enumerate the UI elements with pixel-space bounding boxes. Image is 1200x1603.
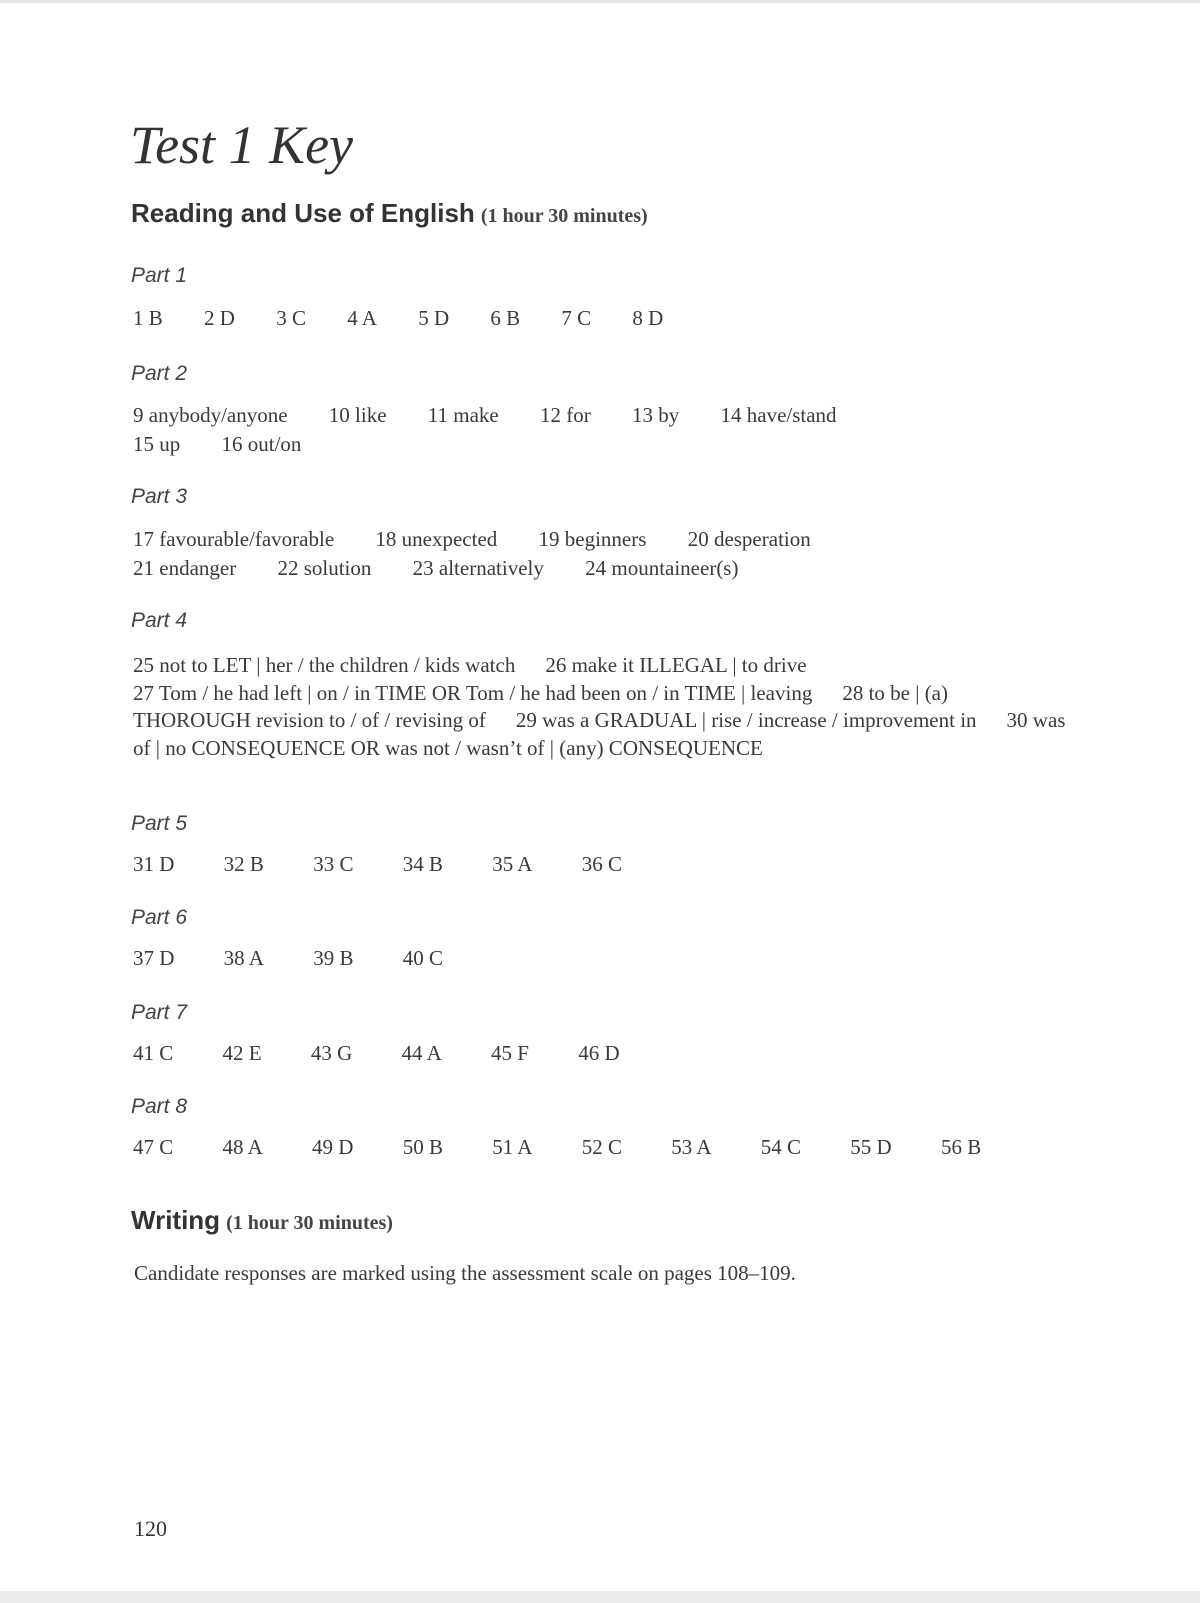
part-1-label: Part 1 (131, 264, 188, 287)
part-1-answers (133, 306, 663, 331)
part-4-label: Part 4 (131, 609, 188, 632)
answer-item: 39 B (313, 946, 354, 970)
answer-item: 15 up (133, 432, 181, 456)
answer-item: 28 to be | (a) THOROUGH revision to / of / revising of (133, 680, 948, 732)
answer-item: 41 C (133, 1041, 174, 1065)
answer-line (133, 430, 837, 459)
answer-item: 37 D (133, 946, 175, 970)
answer-item: 50 B (402, 1135, 443, 1159)
writing-heading-text: Writing (131, 1205, 221, 1235)
answer-item: 38 A (223, 946, 264, 970)
part-8-answers (133, 1135, 981, 1160)
part-3-label: Part 3 (131, 485, 188, 508)
answer-item: 21 endanger (133, 556, 237, 580)
part-8-label: Part 8 (131, 1095, 188, 1118)
answer-item: 11 make (427, 403, 499, 427)
answer-item: 17 favourable/favorable (133, 527, 335, 551)
answer-item: 47 C (133, 1135, 174, 1159)
answer-item: 26 make it ILLEGAL | to drive (545, 653, 807, 677)
answer-item: 36 C (581, 852, 622, 876)
answer-item: 12 for (540, 403, 591, 427)
scan-top-edge (0, 0, 1200, 3)
answer-item: 54 C (760, 1135, 802, 1159)
answer-item: 53 A (671, 1135, 712, 1159)
answer-item: 46 D (578, 1041, 620, 1065)
answer-item: 29 was a GRADUAL | rise / increase / improvement in (515, 708, 977, 732)
answer-item: 48 A (222, 1135, 263, 1159)
part-4-answers (133, 652, 1068, 762)
part-5-answers (133, 852, 622, 877)
answer-item: 6 B (490, 306, 521, 330)
answer-item: 49 D (312, 1135, 354, 1159)
answer-item: 10 like (328, 403, 387, 427)
page-title: Test 1 Key (130, 115, 354, 175)
answer-item: 22 solution (277, 556, 372, 580)
answer-item: 23 alternatively (412, 556, 544, 580)
answer-item: 45 F (491, 1041, 529, 1065)
answer-item: 2 D (204, 306, 235, 330)
answer-item: 20 desperation (687, 527, 811, 551)
answer-item: 52 C (581, 1135, 622, 1159)
answer-item: 51 A (492, 1135, 533, 1159)
writing-section-heading (131, 1205, 393, 1236)
answer-item: 18 unexpected (375, 527, 498, 551)
reading-section-heading (131, 198, 648, 229)
answer-item: 3 C (276, 306, 306, 330)
answer-item: 30 was of | no CONSEQUENCE OR was not / wasn’t of | (any) CONSEQUENCE (133, 708, 1066, 760)
answer-item: 1 B (133, 306, 163, 330)
part-2-answers (133, 401, 837, 459)
writing-duration: (1 hour 30 minutes) (226, 1212, 393, 1234)
answer-item: 5 D (418, 306, 450, 330)
answer-item: 42 E (222, 1041, 262, 1065)
answer-item: 35 A (492, 852, 533, 876)
answer-item: 31 D (133, 852, 175, 876)
answer-item: 43 G (310, 1041, 353, 1065)
answer-line (133, 401, 837, 430)
part-5-label: Part 5 (131, 812, 188, 835)
answer-item: 19 beginners (538, 527, 647, 551)
part-3-answers (133, 525, 811, 583)
reading-heading-text: Reading and Use of English (131, 198, 475, 228)
part-6-label: Part 6 (131, 906, 188, 929)
writing-note: Candidate responses are marked using the assessment scale on pages 108–109. (134, 1261, 796, 1285)
answer-item: 33 C (313, 852, 354, 876)
answer-item: 25 not to LET | her / the children / kids watch (133, 653, 516, 677)
part-6-answers (133, 946, 443, 971)
part-7-answers (133, 1041, 620, 1066)
answer-item: 40 C (402, 946, 443, 970)
answer-item: 4 A (347, 306, 377, 330)
answer-item: 16 out/on (221, 432, 302, 456)
page-number: 120 (134, 1516, 167, 1541)
answer-item: 32 B (223, 852, 264, 876)
answer-line (133, 525, 811, 554)
answer-item: 55 D (850, 1135, 892, 1159)
answer-line (133, 554, 811, 583)
answer-item: 56 B (940, 1135, 982, 1159)
answer-item: 24 mountaineer(s) (585, 556, 739, 580)
scan-bottom-edge (0, 1591, 1200, 1603)
reading-duration: (1 hour 30 minutes) (480, 205, 648, 227)
answer-item: 34 B (402, 852, 443, 876)
answer-item: 13 by (632, 403, 680, 427)
part-2-label: Part 2 (131, 362, 188, 385)
answer-item: 8 D (632, 306, 664, 330)
answer-item: 27 Tom / he had left | on / in TIME OR Tom / he had been on / in TIME | leaving (133, 680, 813, 705)
answer-item: 14 have/stand (720, 403, 837, 427)
answer-item: 9 anybody/anyone (133, 403, 288, 427)
answer-item: 7 C (561, 306, 592, 330)
part-7-label: Part 7 (131, 1001, 188, 1024)
answer-item: 44 A (401, 1041, 442, 1065)
